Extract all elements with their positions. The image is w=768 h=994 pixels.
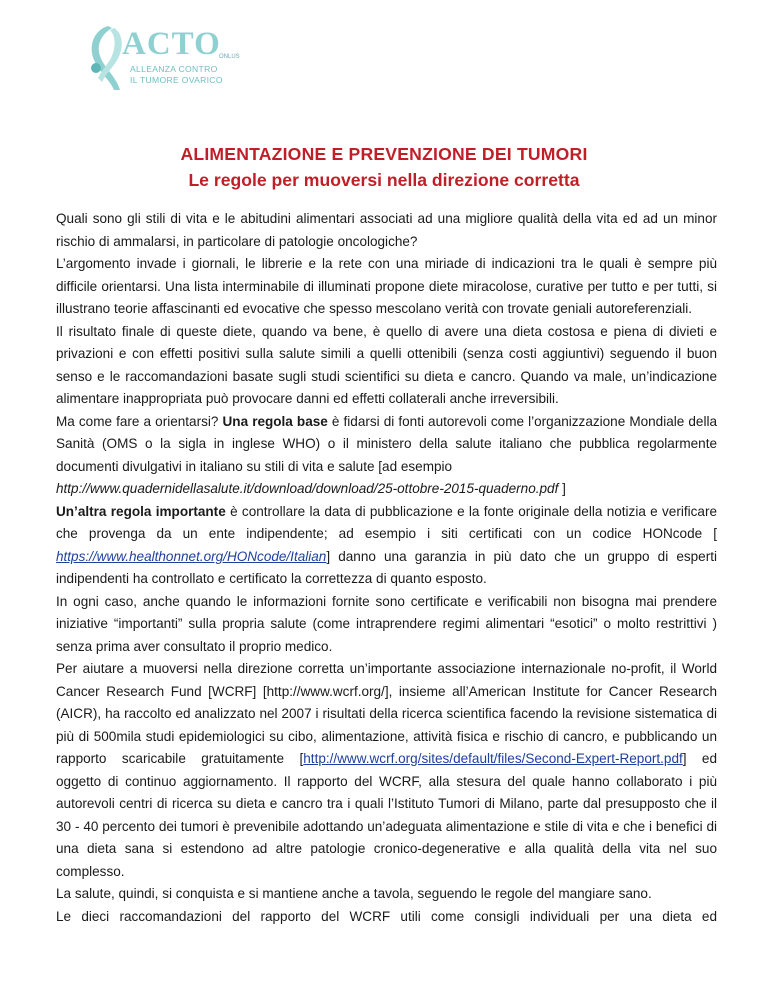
document-subtitle: Le regole per muoversi nella direzione corretta [188,170,580,190]
paragraph-8: La salute, quindi, si conquista e si mantiene anche a tavola, seguendo le regole del mangiare sano. [56,886,652,901]
paragraph-5-tail: ] danno una garanzia in più dato che un gruppo di esperti indipendenti ha controllato e certificato la correttezza di quanto esposto. [56,548,717,586]
paragraph-5 [56,501,717,591]
paragraph-4-question: Ma come fare a orientarsi? [56,413,219,429]
paragraph-4-text: è fidarsi di fonti autorevoli come l’organizzazione Mondiale della Sanità (OMS o la sigla in inglese WHO) o il ministero della salute italiano che pubblica regolarmente documenti divulgativi in italiano su stili di vita e salute [ad esempio [56,413,718,474]
wcrf-report-link[interactable]: http://www.wcrf.org/sites/default/files/Second-Expert-Report.pdf [303,751,683,766]
logo-onlus: ONLUS [219,54,240,60]
rule-base-label: Una regola base [222,413,328,429]
bracket-close: ] [562,481,566,496]
acto-logo [84,24,240,92]
paragraph-7-tail: ] ed oggetto di continuo aggiornamento. Il rapporto del WCRF, alla stesura del quale hanno collaborato i più autorevoli centri di ricerca su dieta e cancro tra i quali l’Istituto Tumori di Milano, parte dal presupposto che il 30 - 40 percento dei tumori è prevenibile adottando un’adeguata alimentazione e stile di vita e che i benefici di una dieta sana si estendono ad altre patologie cronico-degenerative e alla qualità della vita nel suo complesso. [56,751,717,879]
paragraph-1: Quali sono gli stili di vita e le abitudini alimentari associati ad una migliore qualità della vita ed ad un minor rischio di ammalarsi, in particolare di patologie oncologiche? [56,211,717,249]
paragraph-7 [56,658,717,883]
honcode-link[interactable]: https://www.healthonnet.org/HONcode/Italian [56,548,327,564]
logo-tagline-2: IL TUMORE OVARICO [130,75,223,85]
paragraph-9: Le dieci raccomandazioni del rapporto del WCRF utili come consigli individuali per una dieta ed [56,908,717,924]
document-title: ALIMENTAZIONE E PREVENZIONE DEI TUMORI [180,144,588,164]
paragraph-3: Il risultato finale di queste diete, quando va bene, è quello di avere una dieta costosa e piena di divieti e privazioni e con effetti positivi sulla salute simili a quelli ottenibili (senza costi aggiuntivi) seguendo il buon senso e le raccomandazioni basate sugli studi scientifici su dieta e cancro. Quando va male, un’indicazione alimentare inappropriata può provocare danni ed effetti collaterali anche irreversibili. [56,323,717,406]
paragraph-4 [56,411,717,501]
logo-name: ACTO [122,26,221,62]
logo-tagline-1: ALLEANZA CONTRO [130,64,218,74]
paragraph-6: In ogni caso, anche quando le informazioni fornite sono certificate e verificabili non bisogna mai prendere iniziative “importanti” sulla propria salute (come intraprendere regimi alimentari “esotici” o molto restrittivi ) senza prima aver consultato il proprio medico. [56,593,717,654]
article-body [56,208,717,928]
quaderno-url: http://www.quadernidellasalute.it/download/download/25-ottobre-2015-quaderno.pdf [56,481,559,496]
paragraph-2: L’argomento invade i giornali, le librerie e la rete con una miriade di indicazioni tra le quali è sempre più difficile orientarsi. Una lista interminabile di illuminati propone diete miracolose, curative per tutto e per tutti, si illustrano teorie affascinanti ed evocative che spesso mescolano verità con trovate geniali autoreferenziali. [56,256,717,316]
paragraph-5-text: è controllare la data di pubblicazione e la fonte originale della notizia e verificare che provenga da un ente indipendente; ad esempio i siti certificati con un codice HONcode [ [56,503,717,541]
rule-important-label: Un’altra regola importante [56,503,226,519]
ribbon-logo-icon [84,24,126,92]
paragraph-7-text: Per aiutare a muoversi nella direzione corretta un’importante associazione internazionale no-profit, il World Cancer Research Fund [WCRF] [http://www.wcrf.org/], insieme all’American Institute for Cancer Research (AICR), ha raccolto ed analizzato nel 2007 i risultati della ricerca scientifica facendo la revisione sistematica di più di 500mila studi epidemiologici su cibo, alimentazione, attività fisica e rischio di cancro, e pubblicando un rapporto scaricabile gratuitamente [ [56,661,717,766]
